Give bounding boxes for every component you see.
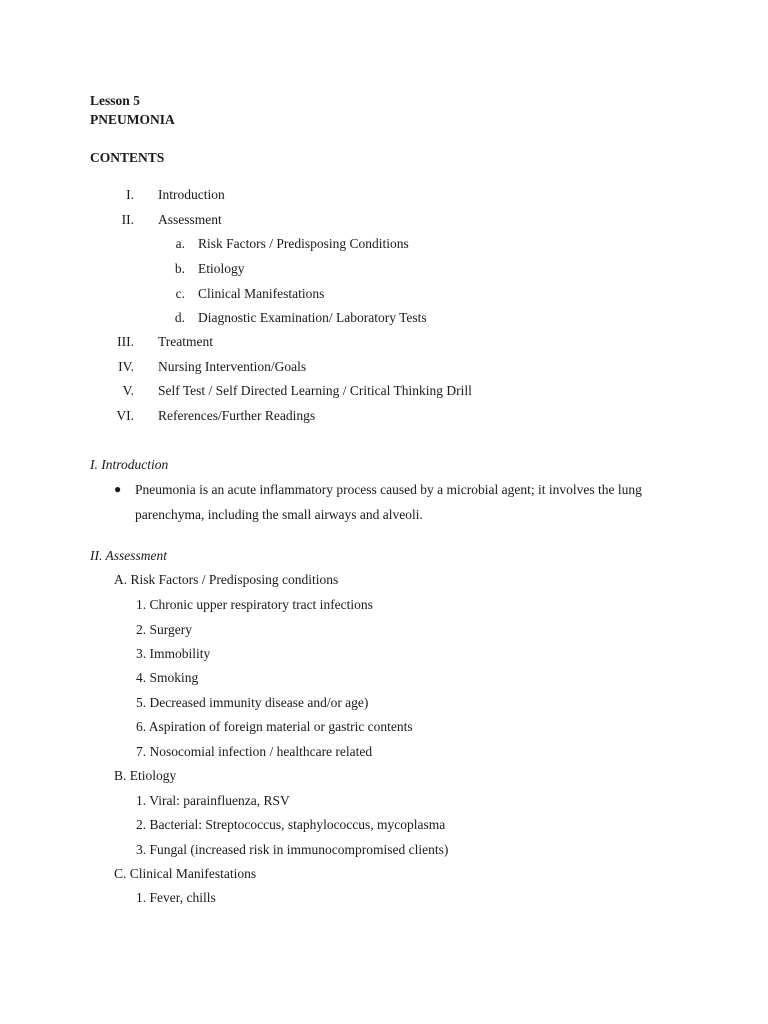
contents-subitem-label: Diagnostic Examination/ Laboratory Tests bbox=[198, 310, 427, 325]
risk-factors-heading: A. Risk Factors / Predisposing conditions bbox=[114, 572, 339, 587]
list-item: 2. Bacterial: Streptococcus, staphylococcus, mycoplasma bbox=[136, 817, 446, 832]
contents-subitem-label: Etiology bbox=[198, 261, 245, 276]
list-item: 2. Surgery bbox=[136, 622, 192, 637]
list-item: 7. Nosocomial infection / healthcare related bbox=[136, 744, 373, 759]
contents-item-label: References/Further Readings bbox=[158, 408, 316, 423]
contents-item-number: I. bbox=[126, 187, 134, 202]
list-item: 3. Immobility bbox=[136, 646, 211, 661]
list-item: 3. Fungal (increased risk in immunocompromised clients) bbox=[136, 842, 449, 857]
contents-item-number: IV. bbox=[118, 359, 134, 374]
contents-item-label: Introduction bbox=[158, 187, 225, 202]
contents-item-number: II. bbox=[121, 212, 134, 227]
contents-subitem-letter: c. bbox=[175, 286, 185, 301]
introduction-text-line1: Pneumonia is an acute inflammatory process caused by a microbial agent; it involves the lung bbox=[135, 482, 642, 497]
contents-item-number: III. bbox=[117, 334, 134, 349]
contents-subitem-letter: b. bbox=[174, 261, 185, 276]
list-item: 5. Decreased immunity disease and/or age) bbox=[136, 695, 369, 710]
contents-heading: CONTENTS bbox=[90, 150, 165, 165]
contents-item-number: V. bbox=[122, 383, 134, 398]
lesson-number: Lesson 5 bbox=[90, 93, 140, 108]
contents-subitem-label: Clinical Manifestations bbox=[198, 286, 325, 301]
contents-item-label: Self Test / Self Directed Learning / Critical Thinking Drill bbox=[158, 383, 472, 398]
contents-item-label: Treatment bbox=[158, 334, 213, 349]
clinical-manifestations-heading: C. Clinical Manifestations bbox=[114, 866, 257, 881]
contents-item-label: Nursing Intervention/Goals bbox=[158, 359, 307, 374]
etiology-heading: B. Etiology bbox=[114, 768, 177, 783]
lesson-topic: PNEUMONIA bbox=[90, 112, 175, 127]
list-item: 1. Chronic upper respiratory tract infections bbox=[136, 597, 373, 612]
bullet-icon: ● bbox=[114, 482, 122, 496]
introduction-heading: I. Introduction bbox=[90, 457, 169, 472]
introduction-text-line2: parenchyma, including the small airways and alveoli. bbox=[135, 507, 423, 522]
contents-subitem-label: Risk Factors / Predisposing Conditions bbox=[198, 236, 409, 251]
contents-item-number: VI. bbox=[116, 408, 134, 423]
contents-subitem-letter: a. bbox=[175, 236, 185, 251]
contents-subitem-letter: d. bbox=[174, 310, 185, 325]
contents-item-label: Assessment bbox=[158, 212, 222, 227]
list-item: 1. Viral: parainfluenza, RSV bbox=[136, 793, 290, 808]
list-item: 1. Fever, chills bbox=[136, 890, 216, 905]
list-item: 6. Aspiration of foreign material or gastric contents bbox=[136, 719, 413, 734]
assessment-heading: II. Assessment bbox=[90, 548, 167, 563]
list-item: 4. Smoking bbox=[136, 670, 199, 685]
